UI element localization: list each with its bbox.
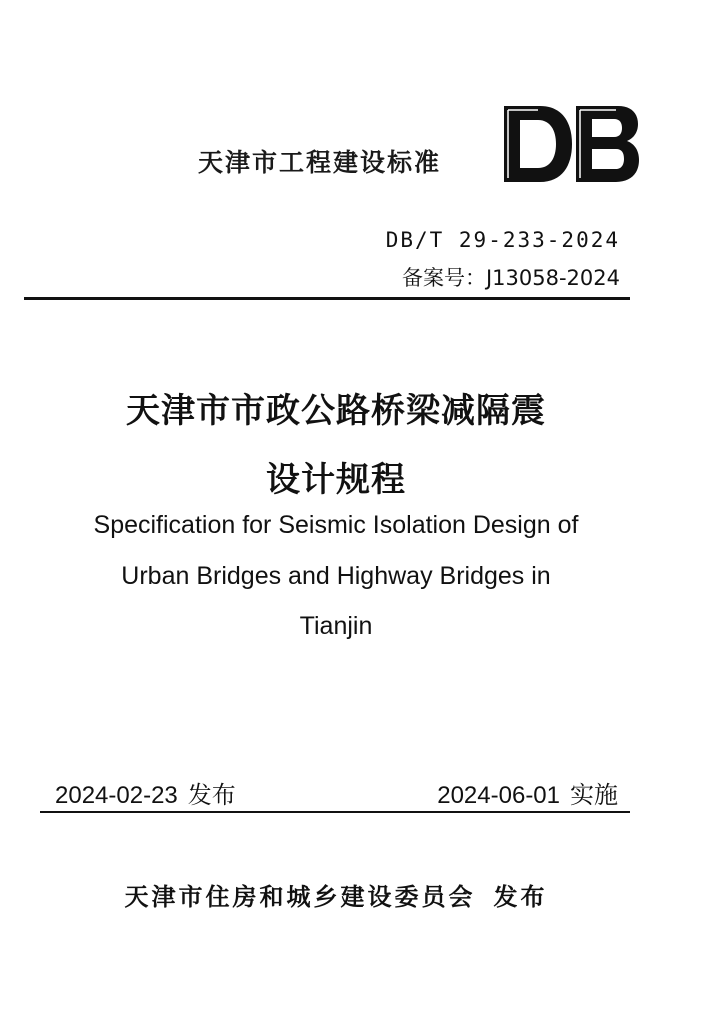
title-english-line-3: Tianjin	[299, 612, 373, 640]
db-logo-letter-b	[576, 106, 639, 182]
record-number: 备案号：J13058-2024	[401, 266, 620, 290]
title-chinese-line-2: 设计规程	[266, 460, 406, 500]
issue-date-block	[55, 775, 236, 810]
issue-label: 发布	[187, 781, 236, 809]
title-chinese-line-1: 天津市市政公路桥梁减隔震	[126, 391, 546, 431]
title-english-line-1: Specification for Seismic Isolation Design of	[93, 511, 579, 539]
bottom-divider	[40, 811, 630, 813]
standard-category-title: 天津市工程建设标准	[198, 148, 442, 177]
effective-label: 实施	[570, 781, 618, 809]
effective-date-block	[437, 775, 618, 810]
publisher-action: 发布	[493, 883, 548, 911]
publisher-name: 天津市住房和城乡建设委员会	[124, 883, 476, 911]
publisher-line	[0, 877, 672, 912]
db-logo-letter-d	[504, 106, 572, 182]
standard-number: DB/T 29-233-2024	[385, 228, 620, 252]
top-divider	[24, 297, 630, 300]
effective-date: 2024-06-01	[437, 782, 560, 809]
title-english-line-2: Urban Bridges and Highway Bridges in	[121, 562, 551, 590]
issue-date: 2024-02-23	[55, 782, 178, 809]
db-logo	[500, 104, 640, 184]
